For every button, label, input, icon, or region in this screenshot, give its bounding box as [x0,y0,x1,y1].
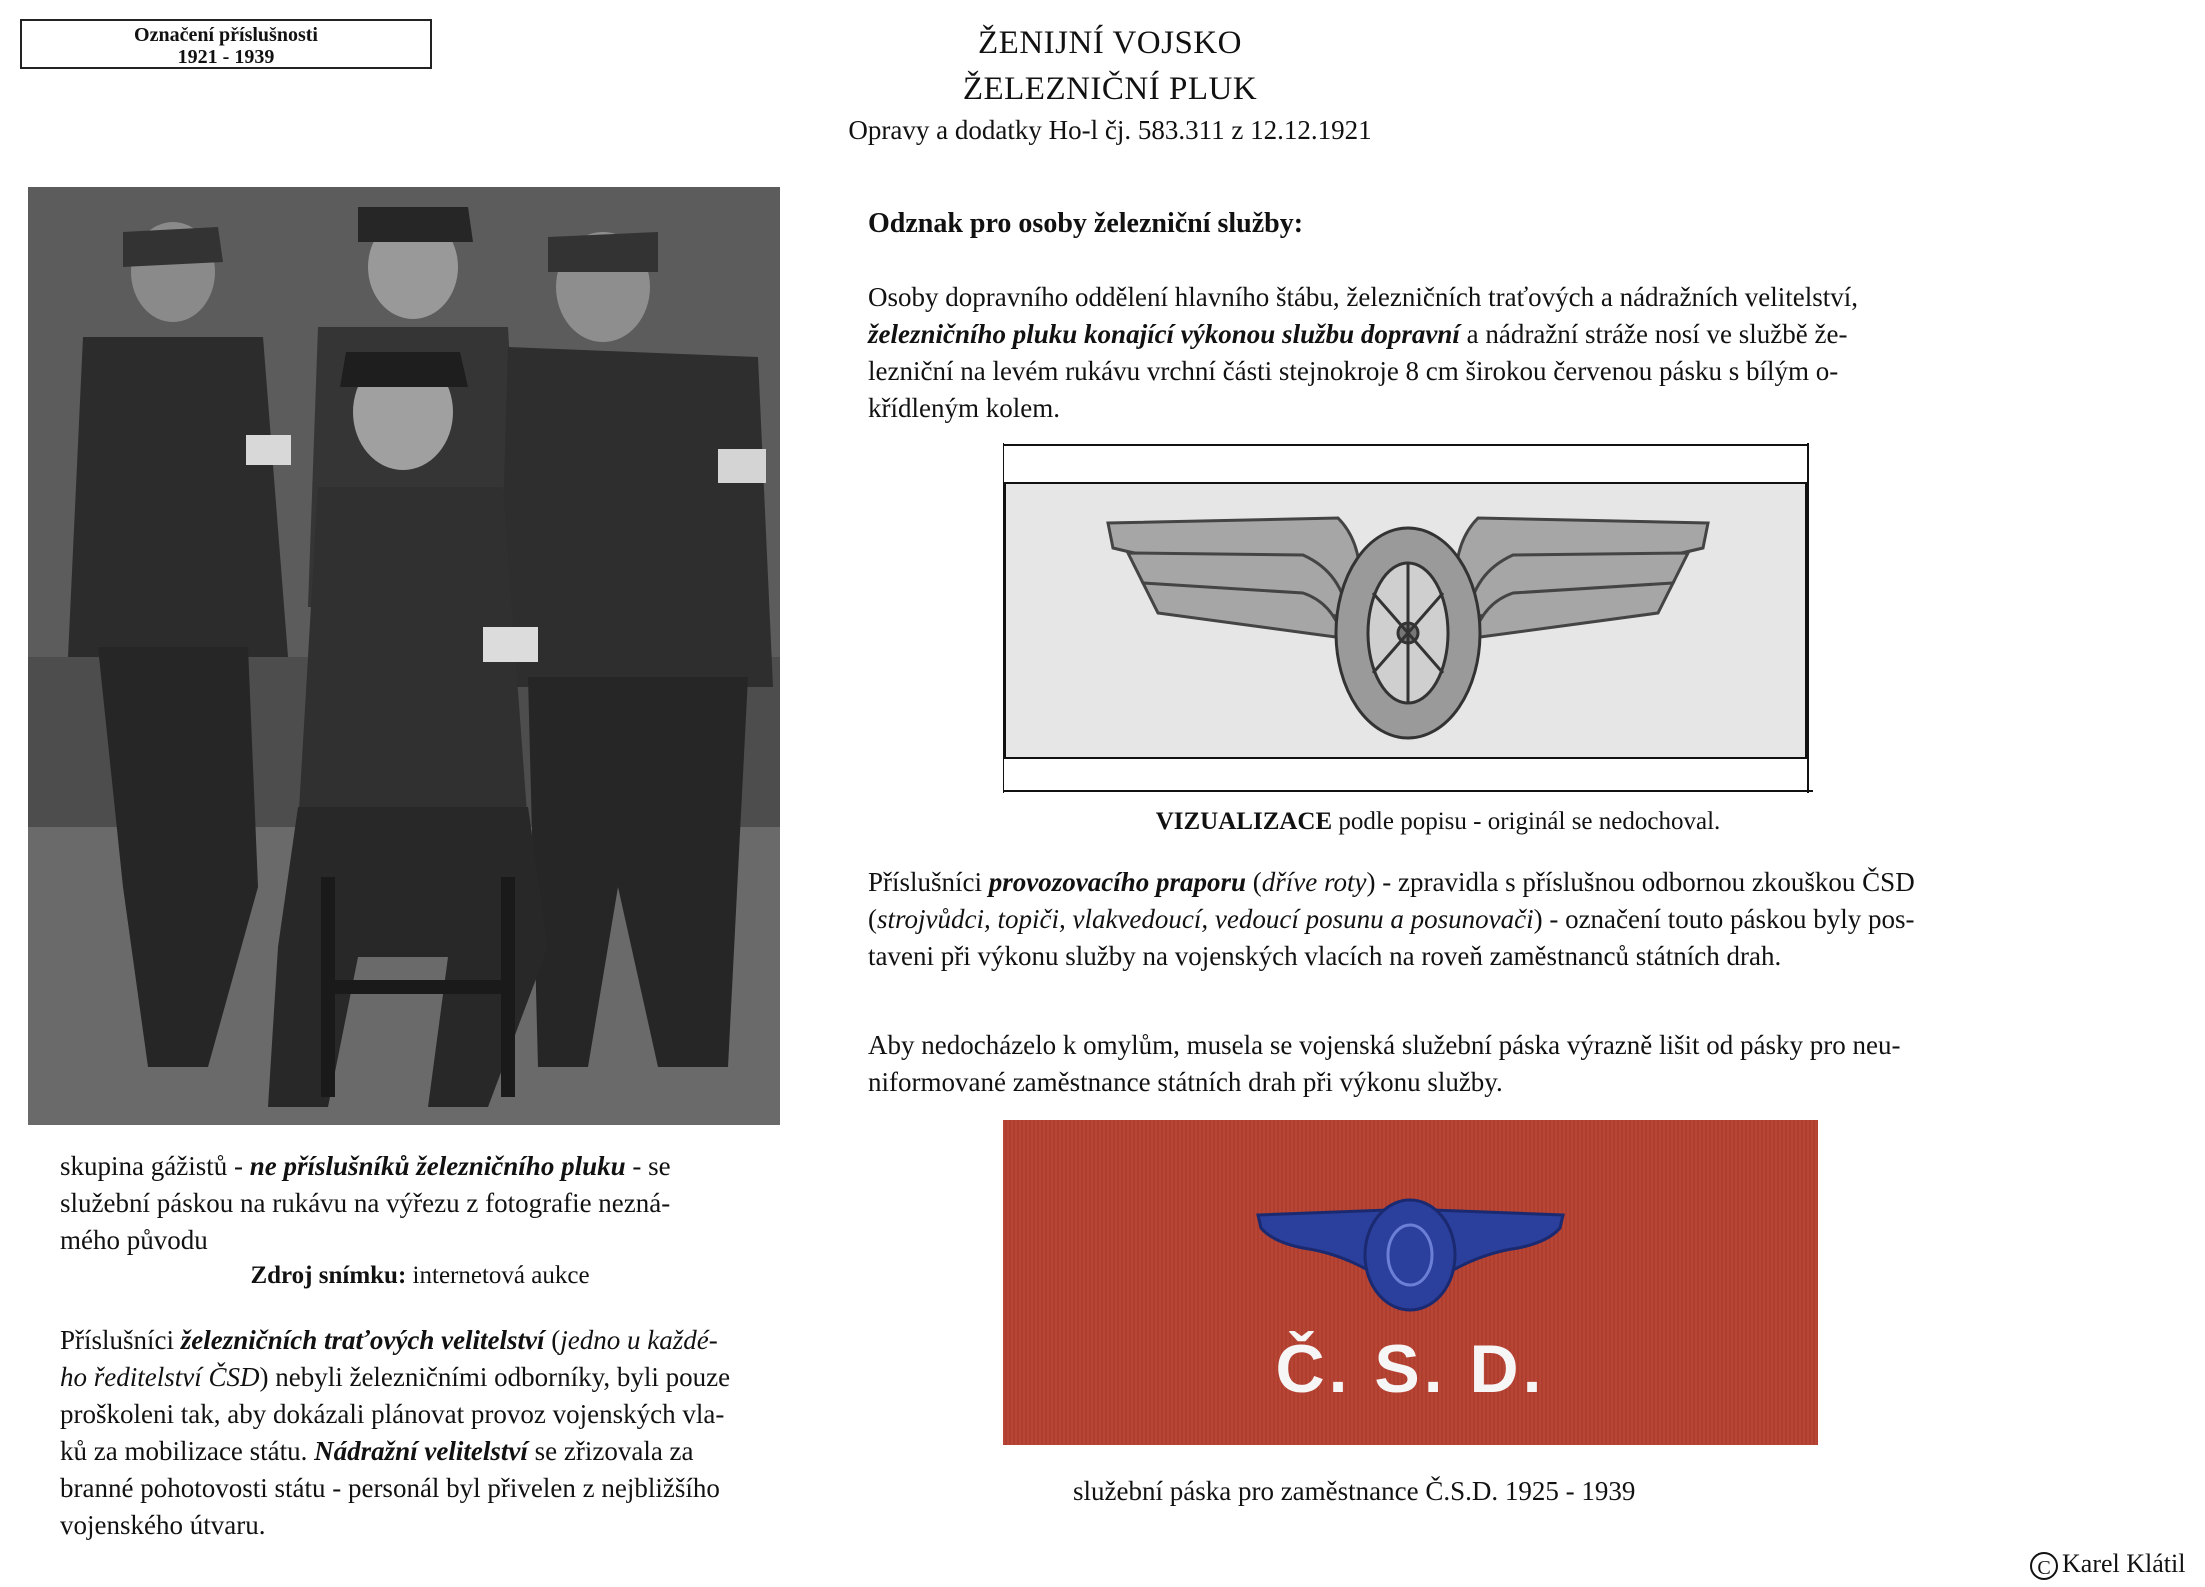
battalion-line3: taveni při výkonu služby na vojenských vlacích na roveň zaměstnanců státních drah. [868,941,1782,971]
battalion-text: ( [1246,867,1262,897]
winged-wheel [1336,528,1480,738]
paragraph-mistakes [868,1027,2068,1101]
photo-caption-line3: mého původu [60,1225,208,1255]
photo-caption [60,1148,780,1259]
section-label-years: 1921 - 1939 [177,46,275,68]
page-header [700,20,1520,148]
paragraph-battalion [868,864,2068,975]
battalion-line1 [868,864,2068,901]
commands-emphasis: Nádražní velitelství [314,1436,528,1466]
commands-emphasis: železničních traťových velitelství [180,1325,545,1355]
battalion-emphasis: provozovacího praporu [988,867,1247,897]
photo-caption-line1 [60,1148,780,1185]
photo-caption-line2: služební páskou na rukávu na výřezu z fotografie nezná- [60,1188,671,1218]
section-label: Označení příslušnosti [134,24,318,46]
page-title: ŽENIJNÍ VOJSKO [978,25,1242,61]
visualization-caption-bold: VIZUALIZACE [1155,808,1333,835]
battalion-line2 [868,901,2068,938]
paragraph-commands [60,1322,840,1544]
battalion-text: ) - zpravidla s příslušnou odbornou zkouškou ČSD [1366,867,1915,897]
armband-visualization [1003,443,1813,793]
photo-caption-text: - se [625,1151,671,1181]
photo-source-value: internetová aukce [406,1262,590,1289]
mistakes-line1: Aby nedocházelo k omylům, musela se vojenská služební páska výrazně lišit od pásky pro neu- [868,1030,1901,1060]
photo-caption-text: skupina gážistů - [60,1151,250,1181]
commands-line3: proškoleni tak, aby dokázali plánovat provoz vojenských vla- [60,1399,725,1429]
section-label-box [20,19,432,69]
battalion-text: Příslušníci [868,867,989,897]
copyright-icon: C [2030,1552,2058,1580]
badge-text-line3: lezniční na levém rukávu vrchní části stejnokroje 8 cm širokou červenou pásku s bílým o- [868,356,1839,386]
commands-italic: jedno u každé- [560,1325,718,1355]
csd-armband [1003,1120,1818,1445]
photo-source [60,1260,780,1292]
commands-line1 [60,1322,840,1359]
page-subtitle-unit: ŽELEZNIČNÍ PLUK [962,71,1258,107]
photograph-illustration [28,187,780,1125]
copyright-notice [2030,1549,2185,1580]
commands-italic: ho ředitelství ČSD [60,1362,260,1392]
paragraph-badge-description [868,279,2068,427]
csd-letters: Č. S. D. [1275,1331,1546,1407]
commands-text: ( [544,1325,561,1355]
commands-line2 [60,1359,840,1396]
battalion-text: ) - označení touto páskou byly pos- [1533,904,1915,934]
commands-line6: vojenského útvaru. [60,1510,266,1540]
visualization-caption-rest: podle popisu - originál se nedochoval. [1332,808,1721,835]
photo-source-label: Zdroj snímku: [250,1262,407,1289]
commands-text: se zřizovala za [527,1436,694,1466]
commands-text: ků za mobilizace státu. [60,1436,315,1466]
mistakes-line2: niformované zaměstnance státních drah při výkonu služby. [868,1067,1503,1097]
badge-text-line2 [868,316,2068,353]
commands-text: ) nebyli železničními odborníky, byli pouze [259,1362,731,1392]
photo-caption-emphasis: ne příslušníků železničního pluku [249,1151,626,1181]
copyright-author: Karel Klátil [2062,1549,2186,1578]
battalion-italic: strojvůdci, topiči, vlakvedoucí, vedoucí posunu a posunovači [877,904,1534,934]
badge-text-line2-rest: a nádražní stráže nosí ve službě že- [1459,319,1848,349]
battalion-italic: dříve roty [1261,867,1367,897]
section-heading: Odznak pro osoby železniční služby: [868,208,1304,239]
csd-armband-caption: služební páska pro zaměstnance Č.S.D. 1925 - 1939 [1073,1476,1636,1506]
badge-text-line1: Osoby dopravního oddělení hlavního štábu, železničních traťových a nádražních velitelství, [868,282,1858,312]
page-reference: Opravy a dodatky Ho-l čj. 583.311 z 12.12.1921 [848,115,1372,145]
commands-line4 [60,1433,840,1470]
badge-text-line4: křídleným kolem. [868,393,1060,423]
visualization-caption [1003,806,1873,838]
badge-emphasis: železničního pluku konající výkonou službu dopravní [868,319,1460,349]
battalion-text: ( [868,904,877,934]
armband-visualization-graphic [1003,443,1813,793]
commands-text: Příslušníci [60,1325,181,1355]
group-photograph [28,187,780,1125]
commands-line5: branné pohotovosti státu - personál byl přivelen z nejbližšího [60,1473,720,1503]
